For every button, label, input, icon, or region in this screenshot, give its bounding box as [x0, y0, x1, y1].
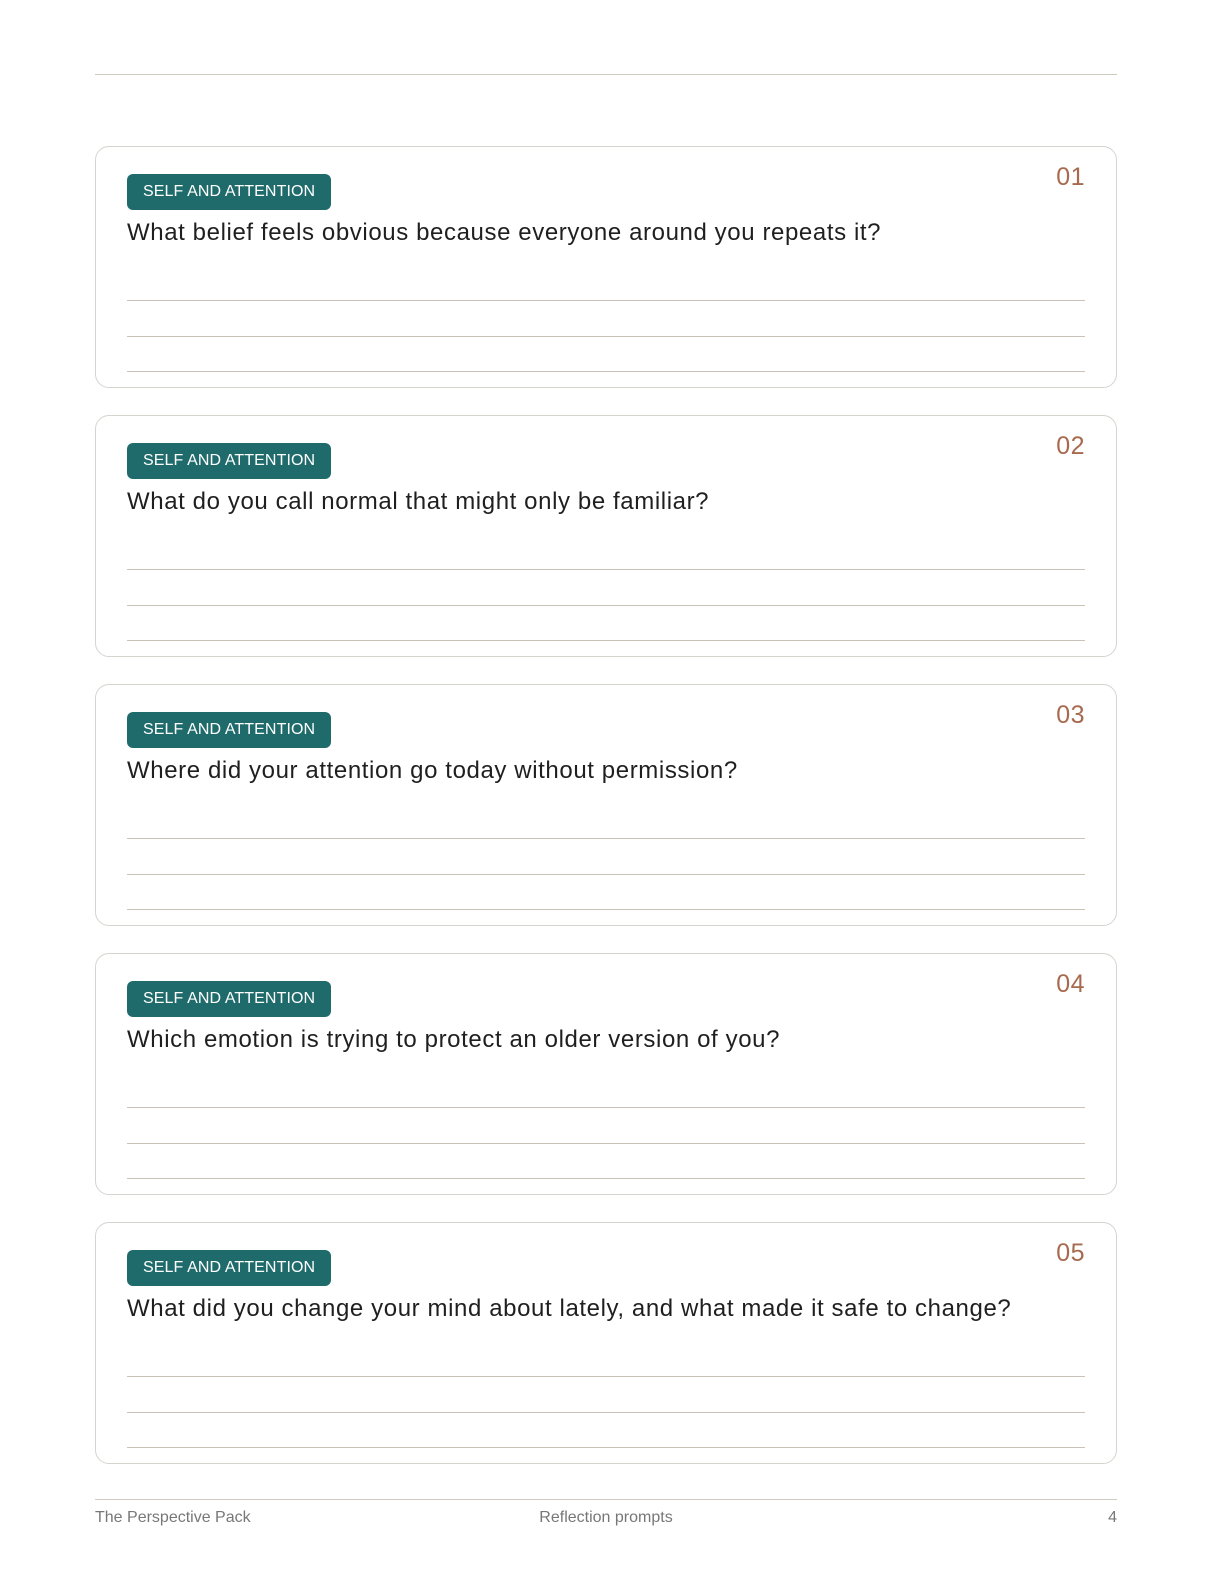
prompt-card: [95, 1222, 1117, 1464]
footer-title: The Perspective Pack: [95, 1509, 251, 1526]
prompt-question: What belief feels obvious because everyone around you repeats it?: [127, 219, 882, 246]
category-tag: SELF AND ATTENTION: [127, 174, 331, 210]
prompt-number: 04: [1056, 970, 1085, 998]
writing-line[interactable]: [127, 640, 1085, 641]
footer-divider: [95, 1499, 1117, 1500]
footer-section: Reflection prompts: [539, 1509, 673, 1526]
writing-line[interactable]: [127, 1376, 1085, 1377]
prompt-card: [95, 684, 1117, 926]
writing-line[interactable]: [127, 909, 1085, 910]
prompt-number: 02: [1056, 432, 1085, 460]
prompt-number: 01: [1056, 163, 1085, 191]
writing-line[interactable]: [127, 300, 1085, 301]
writing-line[interactable]: [127, 1178, 1085, 1179]
prompt-question: Which emotion is trying to protect an older version of you?: [127, 1026, 781, 1053]
prompt-question: Where did your attention go today without permission?: [127, 757, 738, 784]
writing-line[interactable]: [127, 1143, 1085, 1144]
writing-line[interactable]: [127, 569, 1085, 570]
prompt-card: [95, 146, 1117, 388]
prompt-question: What do you call normal that might only be familiar?: [127, 488, 710, 515]
writing-line[interactable]: [127, 1447, 1085, 1448]
prompt-card: [95, 415, 1117, 657]
writing-line[interactable]: [127, 1107, 1085, 1108]
prompt-number: 05: [1056, 1239, 1085, 1267]
writing-line[interactable]: [127, 838, 1085, 839]
writing-line[interactable]: [127, 371, 1085, 372]
category-tag: SELF AND ATTENTION: [127, 443, 331, 479]
header-divider: [95, 74, 1117, 75]
writing-line[interactable]: [127, 605, 1085, 606]
category-tag: SELF AND ATTENTION: [127, 712, 331, 748]
category-tag: SELF AND ATTENTION: [127, 1250, 331, 1286]
prompt-question: What did you change your mind about lately, and what made it safe to change?: [127, 1295, 1012, 1322]
category-tag: SELF AND ATTENTION: [127, 981, 331, 1017]
writing-line[interactable]: [127, 874, 1085, 875]
writing-line[interactable]: [127, 336, 1085, 337]
writing-line[interactable]: [127, 1412, 1085, 1413]
prompt-number: 03: [1056, 701, 1085, 729]
prompt-list: [95, 146, 1117, 1491]
prompt-card: [95, 953, 1117, 1195]
page-number: 4: [1108, 1509, 1117, 1526]
